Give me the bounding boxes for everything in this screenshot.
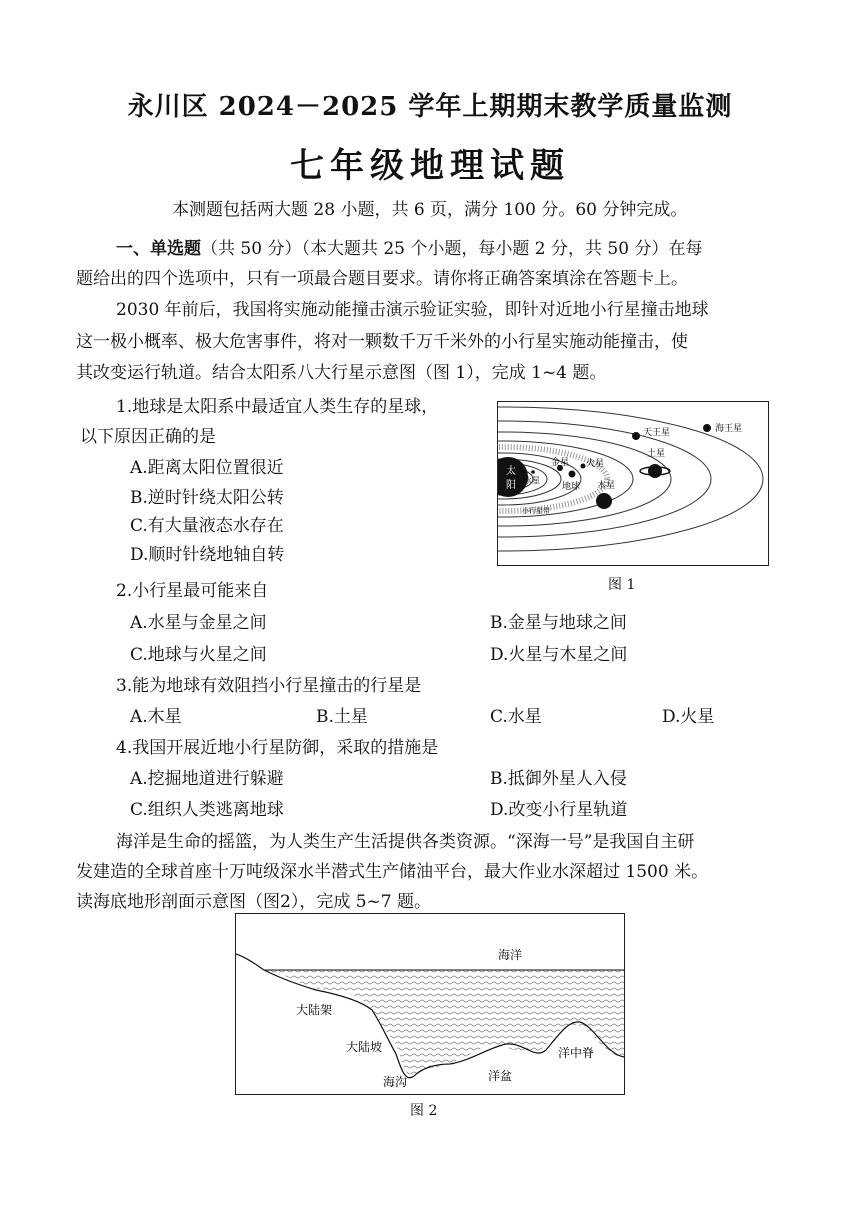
q4-option-b[interactable]: B.抵御外星人入侵	[490, 769, 627, 789]
seafloor-profile-diagram	[236, 914, 624, 1094]
jupiter-label: 木星	[597, 481, 616, 491]
figure2-caption: 图 2	[410, 1103, 438, 1119]
q4-option-d[interactable]: D.改变小行星轨道	[490, 800, 628, 820]
figure2-seafloor-profile	[235, 913, 625, 1095]
neptune	[703, 424, 711, 432]
saturn	[648, 464, 662, 478]
q1-option-d[interactable]: D.顺时针绕地轴自转	[130, 545, 285, 565]
uranus-label: 天王星	[643, 428, 671, 438]
slope-label: 大陆坡	[346, 1040, 383, 1054]
q1-option-c[interactable]: C.有大量液态水存在	[130, 516, 284, 536]
q4-option-c[interactable]: C.组织人类逃离地球	[130, 800, 284, 820]
q3-option-b[interactable]: B.土星	[316, 707, 368, 727]
shelf-label: 大陆架	[296, 1003, 333, 1017]
mars	[581, 464, 586, 469]
ocean-label: 海洋	[498, 948, 523, 962]
trench-label: 海沟	[383, 1075, 408, 1089]
passage1-line3: 其改变运行轨道。结合太阳系八大行星示意图（图 1），完成 1~4 题。	[76, 363, 607, 383]
sun-label-a: 太	[506, 466, 516, 477]
uranus	[632, 432, 640, 440]
section-heading: 一、单选题	[116, 239, 201, 259]
passage1-line2: 这一极小概率、极大危害事件，将对一颗数千万千米外的小行星实施动能撞击，使	[76, 332, 688, 352]
ridge-label: 洋中脊	[558, 1046, 595, 1060]
passage2-line1: 海洋是生命的摇篮，为人类生产生活提供各类资源。“深海一号”是我国自主研	[116, 832, 695, 852]
q4-stem: 4.我国开展近地小行星防御，采取的措施是	[116, 738, 439, 758]
q2-option-c[interactable]: C.地球与火星之间	[130, 645, 267, 665]
earth	[569, 471, 576, 478]
venus-label: 金星	[551, 458, 570, 468]
q3-option-d[interactable]: D.火星	[662, 707, 715, 727]
jupiter	[596, 493, 612, 509]
q3-option-c[interactable]: C.水星	[490, 707, 542, 727]
exam-subtitle: 七年级地理试题	[290, 146, 570, 186]
q2-stem: 2.小行星最可能来自	[116, 581, 269, 601]
section-intro-line2: 题给出的四个选项中，只有一项最合题目要求。请你将正确答案填涂在答题卡上。	[76, 269, 688, 289]
asteroid-belt-label: 小行星带	[522, 507, 550, 515]
q4-option-a[interactable]: A.挖掘地道进行躲避	[130, 769, 284, 789]
mars-label: 火星	[586, 459, 605, 469]
solar-system-diagram	[498, 402, 768, 565]
q1-option-a[interactable]: A.距离太阳位置很近	[130, 458, 284, 478]
earth-label: 地球	[562, 482, 581, 492]
mercury	[531, 470, 535, 474]
q2-option-a[interactable]: A.水星与金星之间	[130, 613, 267, 633]
q2-option-b[interactable]: B.金星与地球之间	[490, 613, 627, 633]
q1-stem-cont: 以下原因正确的是	[80, 427, 216, 447]
saturn-label: 土星	[647, 449, 666, 459]
passage1-line1: 2030 年前后，我国将实施动能撞击演示验证实验，即针对近地小行星撞击地球	[116, 300, 709, 320]
figure1-caption: 图 1	[608, 577, 636, 593]
mercury-label: 水星	[524, 476, 540, 485]
passage2-line3: 读海底地形剖面示意图（图2），完成 5~7 题。	[76, 892, 431, 912]
figure1-solar-system	[497, 401, 769, 566]
basin-label: 洋盆	[488, 1069, 513, 1083]
exam-info: 本测题包括两大题 28 小题，共 6 页，满分 100 分。60 分钟完成。	[172, 200, 688, 220]
q2-option-d[interactable]: D.火星与木星之间	[490, 645, 628, 665]
neptune-label: 海王星	[715, 424, 743, 434]
passage2-line2: 发建造的全球首座十万吨级深水半潜式生产储油平台，最大作业水深超过 1500 米。	[76, 862, 709, 882]
q3-option-a[interactable]: A.木星	[130, 707, 182, 727]
exam-title: 永川区 2024－2025 学年上期期末教学质量监测	[127, 92, 733, 122]
q3-stem: 3.能为地球有效阻挡小行星撞击的行星是	[116, 676, 422, 696]
q1-stem: 1.地球是太阳系中最适宜人类生存的星球，	[116, 397, 439, 417]
section-intro	[116, 238, 702, 260]
q1-option-b[interactable]: B.逆时针绕太阳公转	[130, 488, 284, 508]
section-intro-text: （共 50 分）（本大题共 25 个小题，每小题 2 分，共 50 分）在每	[201, 239, 703, 259]
sun-label-b: 阳	[506, 480, 516, 491]
